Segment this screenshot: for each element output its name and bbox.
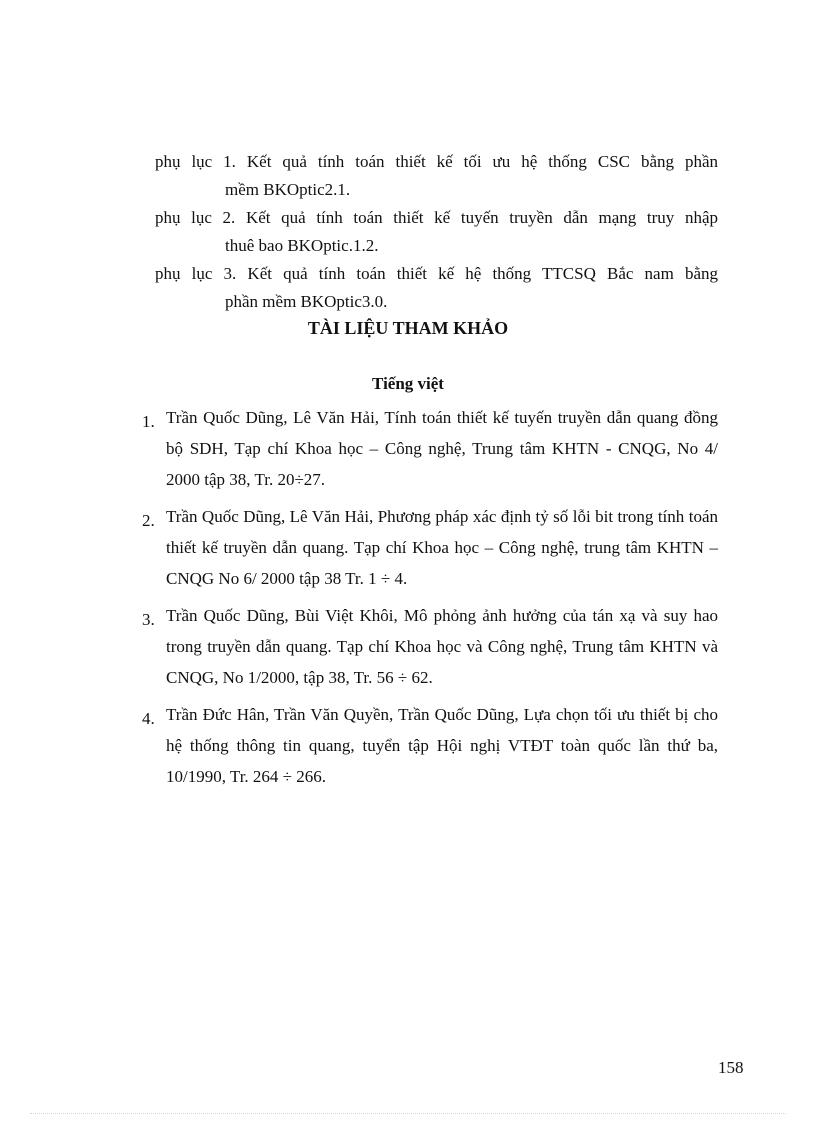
appendix-item-line: thuê bao BKOptic.1.2. <box>225 236 379 255</box>
reference-text: Trần Đức Hân, Trần Văn Quyền, Trần Quốc Dũng, Lựa chọn tối ưu thiết bị cho hệ thống thông tin quang, tuyển tập Hội nghị VTĐT toàn quốc lần thứ ba, 10/1990, Tr. 264 ÷ 266. <box>166 705 718 786</box>
section-heading: TÀI LIỆU THAM KHẢO <box>307 318 509 338</box>
appendix-item-line: mềm BKOptic2.1. <box>225 180 351 199</box>
reference-number: 2. <box>142 511 155 530</box>
reference-item <box>142 600 718 693</box>
reference-item <box>142 402 718 495</box>
appendix-item-line: phụ lục 1. Kết quả tính toán thiết kế tối ưu hệ thống CSC bằng phần <box>155 152 718 171</box>
appendix-list <box>155 148 718 316</box>
reference-text: Trần Quốc Dũng, Bùi Việt Khôi, Mô phỏng ảnh hưởng của tán xạ và suy hao trong truyền dẫn quang. Tạp chí Khoa học và Công nghệ, Trung tâm KHTN và CNQG, No 1/2000, tập 38, Tr. 56 ÷ 62. <box>166 606 718 687</box>
reference-text: Trần Quốc Dũng, Lê Văn Hải, Tính toán thiết kế tuyến truyền dẫn quang đồng bộ SDH, Tạp chí Khoa học – Công nghệ, Trung tâm KHTN - CNQG, No 4/ 2000 tập 38, Tr. 20÷27. <box>166 408 718 489</box>
reference-number: 4. <box>142 709 155 728</box>
reference-text: Trần Quốc Dũng, Lê Văn Hải, Phương pháp xác định tỷ số lỗi bit trong tính toán thiết kế truyền dẫn quang. Tạp chí Khoa học – Công nghệ, trung tâm KHTN – CNQG No 6/ 2000 tập 38 Tr. 1 ÷ 4. <box>166 507 718 588</box>
footer-divider <box>30 1113 786 1114</box>
reference-number: 3. <box>142 610 155 629</box>
reference-list <box>142 402 718 792</box>
appendix-item-1 <box>155 148 718 204</box>
appendix-item-line: phụ lục 2. Kết quả tính toán thiết kế tuyến truyền dẫn mạng truy nhập <box>155 208 718 227</box>
appendix-item-line: phụ lục 3. Kết quả tính toán thiết kế hệ thống TTCSQ Bắc nam bằng <box>155 264 718 283</box>
section-subheading: Tiếng việt <box>372 374 444 393</box>
page-number: 158 <box>718 1058 744 1077</box>
reference-item <box>142 501 718 594</box>
appendix-item-line: phần mềm BKOptic3.0. <box>225 292 388 311</box>
reference-item <box>142 699 718 792</box>
reference-number: 1. <box>142 412 155 431</box>
appendix-item-3 <box>155 260 718 316</box>
appendix-item-2 <box>155 204 718 260</box>
